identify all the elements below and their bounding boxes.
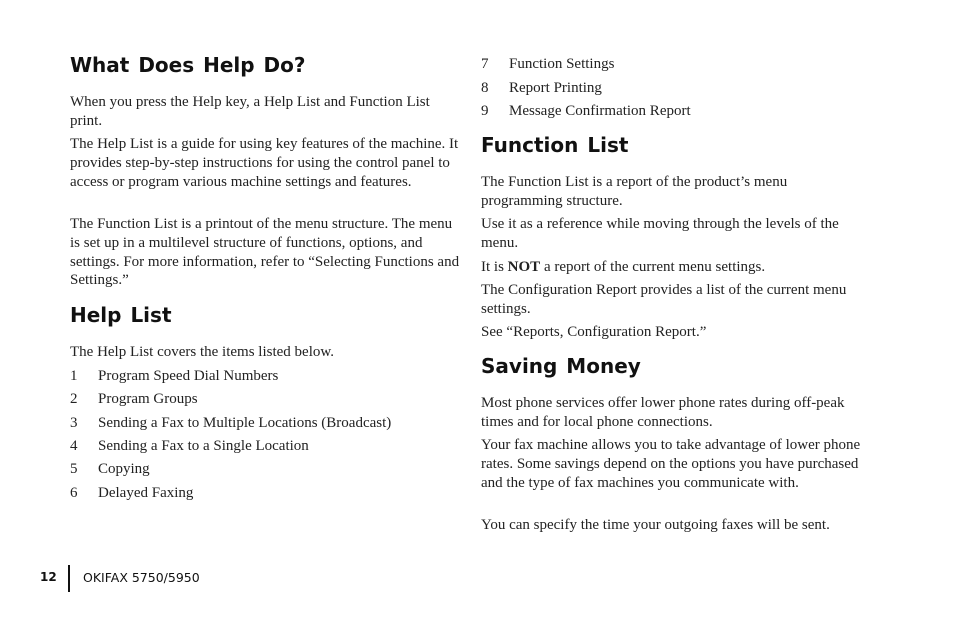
list-item-number: 4 <box>70 438 78 454</box>
list-item-text: Program Groups <box>98 391 198 407</box>
list-item-number: 1 <box>70 368 78 384</box>
list-item-number: 6 <box>70 485 78 501</box>
saving-money-para-2: Your fax machine allows you to take advantage of lower phone rates. Some savings depend on the options you have purchased and the type of fax machines you communicate with. <box>481 437 861 491</box>
heading-help-list: Help List <box>70 303 172 327</box>
list-item-text: Copying <box>98 461 150 477</box>
footer-product-name: OKIFAX 5750/5950 <box>83 570 200 585</box>
list-item <box>70 390 198 408</box>
heading-function-list: Function List <box>481 133 629 157</box>
function-list-para-5: See “Reports, Configuration Report.” <box>481 324 707 340</box>
list-item <box>481 55 614 73</box>
list-item-text: Sending a Fax to Multiple Locations (Broadcast) <box>98 415 392 431</box>
list-item <box>70 367 278 385</box>
list-item-number: 7 <box>481 56 489 72</box>
list-item-text: Report Printing <box>509 80 602 96</box>
list-item-text: Function Settings <box>509 56 615 72</box>
heading-what-does-help-do: What Does Help Do? <box>70 53 306 77</box>
list-item-number: 2 <box>70 391 78 407</box>
list-item <box>481 102 691 120</box>
list-item-number: 9 <box>481 103 489 119</box>
heading-saving-money: Saving Money <box>481 354 641 378</box>
text-run: a report of the current menu settings. <box>540 259 766 275</box>
help-para-1: When you press the Help key, a Help List and Function List print. <box>70 94 430 129</box>
function-list-para-3 <box>481 258 871 277</box>
list-item-text: Delayed Faxing <box>98 485 194 501</box>
footer-divider <box>68 565 70 592</box>
list-item <box>481 79 602 97</box>
list-item-number: 3 <box>70 415 78 431</box>
function-list-para-2: Use it as a reference while moving through the levels of the menu. <box>481 216 839 251</box>
function-list-para-1: The Function List is a report of the product’s menu programming structure. <box>481 174 788 209</box>
help-para-2: The Help List is a guide for using key features of the machine. It provides step-by-step instructions for using the control panel to access or program various machine settings and features. <box>70 136 459 190</box>
list-item-text: Message Confirmation Report <box>509 103 691 119</box>
list-item <box>70 437 309 455</box>
list-item-number: 5 <box>70 461 78 477</box>
list-item-text: Sending a Fax to a Single Location <box>98 438 309 454</box>
function-list-para-4: The Configuration Report provides a list of the current menu settings. <box>481 282 847 317</box>
saving-money-para-3: You can specify the time your outgoing faxes will be sent. <box>481 517 830 533</box>
list-item <box>70 460 150 478</box>
help-para-3: The Function List is a printout of the menu structure. The menu is set up in a multilevel structure of functions, options, and settings. For more information, refer to “Selecting Functions and Settings.” <box>70 216 460 289</box>
list-item <box>70 484 193 502</box>
page-number: 12 <box>40 570 57 584</box>
saving-money-para-1: Most phone services offer lower phone rates during off-peak times and for local phone connections. <box>481 395 845 430</box>
help-list-intro: The Help List covers the items listed below. <box>70 344 334 360</box>
text-run: It is <box>481 259 508 275</box>
list-item-number: 8 <box>481 80 489 96</box>
list-item <box>70 414 391 432</box>
emphasis-not: NOT <box>507 259 541 275</box>
list-item-text: Program Speed Dial Numbers <box>98 368 279 384</box>
